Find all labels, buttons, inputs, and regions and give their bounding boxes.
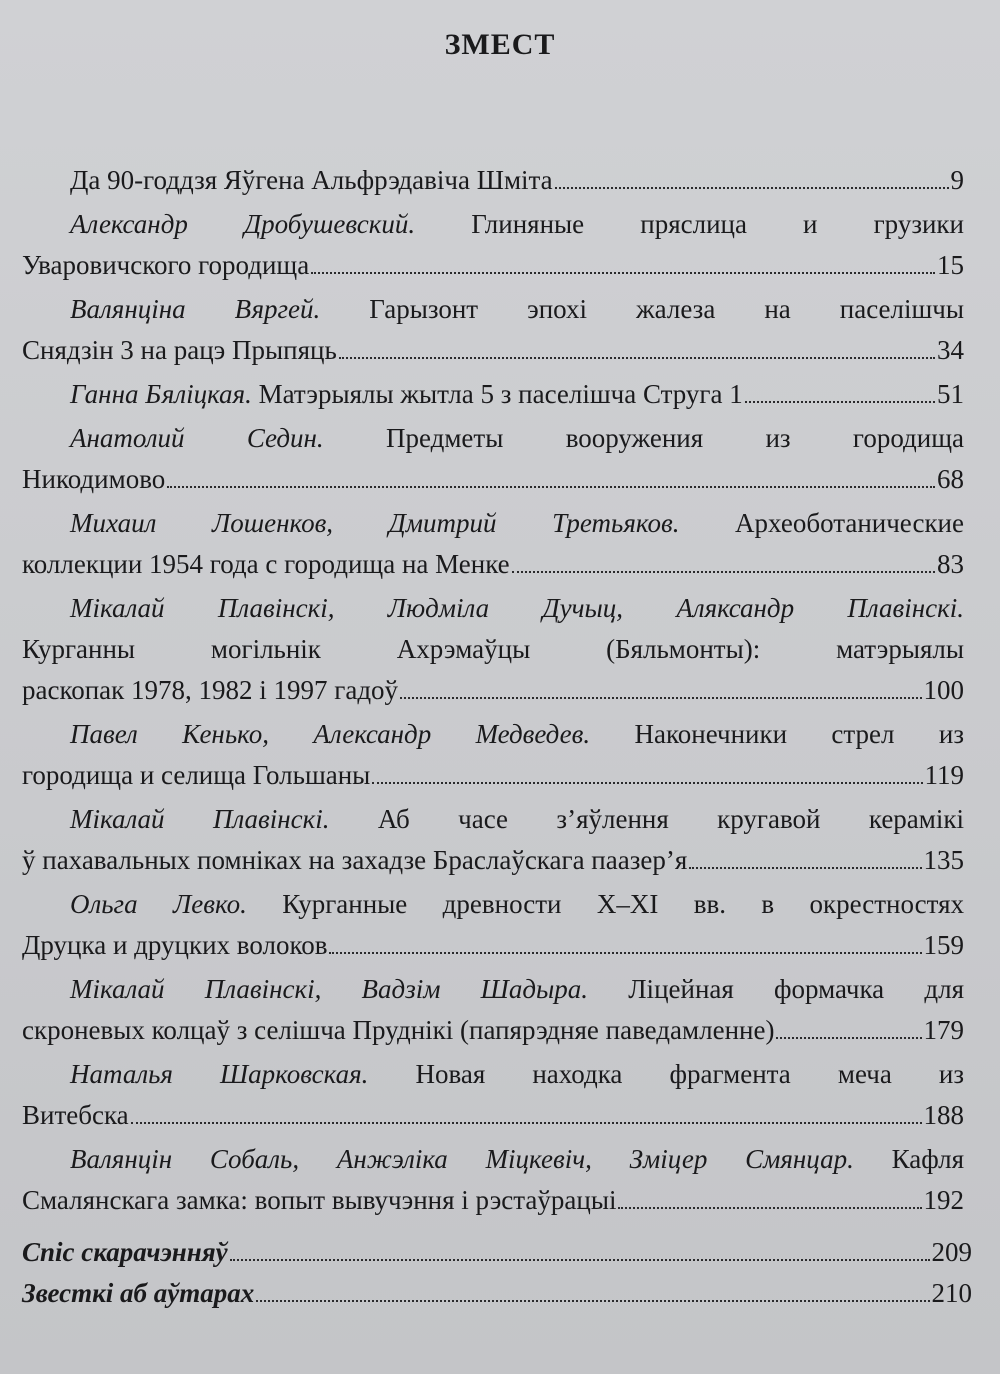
page-number: 15 (937, 250, 964, 280)
entry-title-continued: Никодимово (22, 464, 166, 494)
toc-entry (22, 374, 964, 415)
page-number: 51 (937, 379, 964, 409)
entry-title-continued: Уваровичского городища (22, 250, 310, 280)
table-of-contents (22, 160, 964, 1224)
entry-title: Ліцейная формачка для (628, 974, 965, 1004)
entry-title-continued: Друцка и друцких волоков (22, 930, 328, 960)
entry-title-continued: Витебска (22, 1100, 129, 1130)
toc-entry (22, 714, 964, 796)
page-title: ЗМЕСТ (444, 28, 556, 61)
page-number: 83 (937, 549, 964, 579)
entry-title: Новая находка фрагмента меча из (415, 1059, 965, 1089)
entry-author: Анатолий Седин. (70, 423, 324, 453)
page-number: 135 (923, 845, 964, 875)
page-number: 179 (923, 1015, 964, 1045)
entry-author: Павел Кенько, Александр Медведев. (70, 719, 591, 749)
page-number: 9 (950, 165, 964, 195)
entry-author: Александр Дробушевский. (70, 209, 416, 239)
entry-author: Валянцін Собаль, Анжэліка Міцкевіч, Зміцер Смянцар. (70, 1144, 854, 1174)
entry-title: Предметы вооружения из городища (385, 423, 965, 453)
dot-leader (400, 697, 921, 699)
dot-leader (167, 486, 935, 488)
dot-leader (745, 401, 935, 403)
entry-title-continued: раскопак 1978, 1982 і 1997 гадоў (22, 675, 399, 705)
entry-title: Аб часе з’яўлення кругавой керамікі (377, 804, 965, 834)
dot-leader (339, 357, 935, 359)
entry-title: Курганные древности X–XI вв. в окрестностях (282, 889, 965, 919)
dot-leader (256, 1300, 929, 1302)
toc-entry (22, 588, 964, 711)
entry-title: Да 90-годдзя Яўгена Альфрэдавіча Шміта (70, 165, 553, 195)
entry-author: Наталья Шарковская. (70, 1059, 369, 1089)
toc-entry (22, 289, 964, 371)
entry-title-continued: ў пахавальных помніках на захадзе Браслаўскага паазер’я (22, 845, 688, 875)
dot-leader (311, 272, 935, 274)
page-number: 68 (937, 464, 964, 494)
dot-leader (230, 1259, 930, 1261)
page-number: 188 (923, 1100, 964, 1130)
abbreviations-label: Спіс скарачэнняў (22, 1237, 228, 1267)
toc-entry (22, 160, 964, 201)
entry-author: Валянціна Вяргей. (70, 294, 321, 324)
dot-leader (555, 187, 949, 189)
toc-entry (22, 503, 964, 585)
page-number: 159 (923, 930, 964, 960)
entry-title-continued: городища и селища Гольшаны (22, 760, 371, 790)
dot-leader (689, 867, 921, 869)
entry-title: Наконечники стрел из (634, 719, 964, 749)
toc-entry (22, 418, 964, 500)
page-number: 119 (924, 760, 964, 790)
toc-entry (22, 1054, 964, 1136)
entry-title-continued: скроневых колцаў з селішча Пруднікі (папярэдняе паведамленне) (22, 1015, 775, 1045)
entry-title-continued: Смалянскага замка: вопыт вывучэння і рэстаўрацыі (22, 1185, 617, 1215)
entry-author: Мікалай Плавінскі. (70, 804, 330, 834)
entry-title: Курганны могільнік Ахрэмаўцы (Бяльмонты): матэрыялы (22, 634, 964, 664)
entry-author: Ольга Левко. (70, 889, 247, 919)
dot-leader (131, 1122, 922, 1124)
entry-author: Мікалай Плавінскі, Вадзім Шадыра. (70, 974, 589, 1004)
dot-leader (512, 571, 935, 573)
entry-title: Матэрыялы жытла 5 з паселішча Струга 1 (258, 379, 743, 409)
page-number: 34 (937, 335, 964, 365)
page-number: 192 (923, 1185, 964, 1215)
entry-author: Мікалай Плавінскі, Людміла Дучыц, Аляксандр Плавінскі. (70, 593, 964, 623)
dot-leader (776, 1037, 921, 1039)
back-matter-row (22, 1232, 972, 1273)
dot-leader (372, 782, 922, 784)
entry-title: Археоботанические (735, 508, 964, 538)
toc-entry (22, 799, 964, 881)
page-number: 209 (931, 1237, 972, 1267)
entry-title-continued: коллекции 1954 года с городища на Менке (22, 549, 510, 579)
toc-entry (22, 1139, 964, 1221)
entry-title-continued: Снядзін 3 на рацэ Прыпяць (22, 335, 337, 365)
entry-author: Ганна Бяліцкая. (70, 379, 252, 409)
page-number: 100 (923, 675, 964, 705)
toc-entry (22, 204, 964, 286)
back-matter (22, 1232, 972, 1314)
page-number: 210 (931, 1278, 972, 1308)
entry-title: Гарызонт эпохі жалеза на паселішчы (369, 294, 964, 324)
entry-title: Кафля (891, 1144, 965, 1174)
dot-leader (329, 952, 921, 954)
entry-author: Михаил Лошенков, Дмитрий Третьяков. (70, 508, 680, 538)
authors-info-label: Звесткі аб аўтарах (22, 1278, 255, 1308)
dot-leader (618, 1207, 921, 1209)
toc-entry (22, 884, 964, 966)
entry-title: Глиняные пряслица и грузики (471, 209, 965, 239)
back-matter-row (22, 1273, 972, 1314)
toc-entry (22, 969, 964, 1051)
